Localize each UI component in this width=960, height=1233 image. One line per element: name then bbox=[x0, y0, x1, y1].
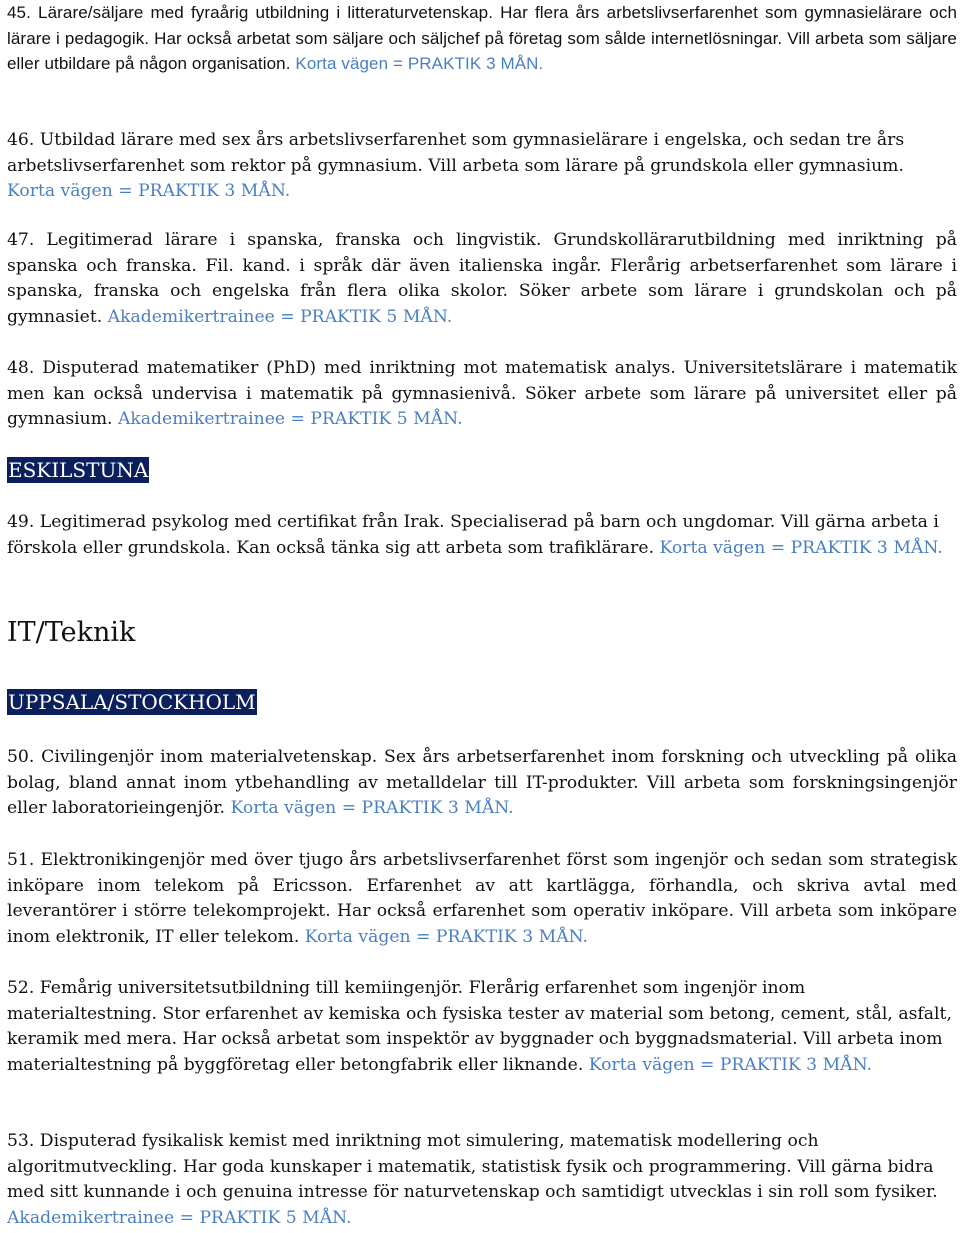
listing-description: 49. Legitimerad psykolog med certifikat från Irak. Specialiserad på barn och ungdomar. Vill gärna arbeta i förskola eller grundskola. Kan också tänka sig att arbeta som trafiklärare. bbox=[7, 512, 939, 558]
program-link[interactable]: Korta vägen = PRAKTIK 3 MÅN. bbox=[659, 537, 943, 558]
listing-text bbox=[7, 1129, 957, 1231]
listing-description: 45. Lärare/säljare med fyraårig utbildning i litteraturvetenskap. Har flera års arbetslivserfarenhet som gymnasielärare och lärare i pedagogik. Har också arbetat som säljare och säljchef på företag som sålde internetlösningar. Vill arbeta som säljare eller utbildare på någon organisation. bbox=[7, 3, 957, 74]
listing-48 bbox=[7, 356, 957, 433]
region-heading-eskilstuna bbox=[7, 457, 957, 483]
region-heading-uppsala-stockholm bbox=[7, 689, 957, 715]
listing-50 bbox=[7, 745, 957, 822]
program-link[interactable]: Korta vägen = PRAKTIK 3 MÅN. bbox=[588, 1054, 872, 1075]
listing-51 bbox=[7, 848, 957, 950]
listing-text bbox=[7, 356, 957, 433]
category-title: IT/Teknik bbox=[7, 617, 136, 648]
listing-53 bbox=[7, 1129, 957, 1231]
listing-46 bbox=[7, 128, 957, 205]
listing-description: 51. Elektronikingenjör med över tjugo års arbetslivserfarenhet först som ingenjör och sedan som strategisk inköpare inom telekom på Ericsson. Erfarenhet av att kartlägga, förhandla, och skriva avtal med leverantörer i större telekomprojekt. Har också erfarenhet som operativ inköpare. Vill arbeta som inköpare inom elektronik, IT eller telekom. bbox=[7, 850, 957, 947]
program-link[interactable]: Korta vägen = PRAKTIK 3 MÅN. bbox=[7, 181, 291, 202]
listing-description: 53. Disputerad fysikalisk kemist med inriktning mot simulering, matematisk modellering och algoritmutveckling. Har goda kunskaper i matematik, statistisk fysik och programmering. Vill gärna bidra med sitt kunnande i och genuina intresse för naturvetenskap och samtidigt utvecklas i sin roll som fysiker. bbox=[7, 1131, 938, 1203]
category-heading bbox=[7, 616, 957, 650]
region-label: UPPSALA/STOCKHOLM bbox=[8, 690, 256, 714]
region-label: ESKILSTUNA bbox=[8, 458, 149, 482]
listing-description: 47. Legitimerad lärare i spanska, franska och lingvistik. Grundskollärarutbildning med inriktning på spanska och franska. Fil. kand. i språk där även italienska ingår. Flerårig arbetserfarenhet som lärare i spanska, franska och engelska från flera olika skolor. Söker arbete som lärare i grundskolan och på gymnasiet. bbox=[7, 230, 957, 327]
listing-45 bbox=[7, 0, 957, 77]
listing-text bbox=[7, 976, 957, 1078]
program-link[interactable]: Akademikertrainee = PRAKTIK 5 MÅN. bbox=[7, 1207, 352, 1228]
listing-52 bbox=[7, 976, 957, 1078]
program-link[interactable]: Akademikertrainee = PRAKTIK 5 MÅN. bbox=[107, 306, 453, 327]
listing-text bbox=[7, 228, 957, 330]
listing-49 bbox=[7, 510, 957, 561]
program-link[interactable]: Korta vägen = PRAKTIK 3 MÅN. bbox=[304, 926, 589, 947]
listing-description: 52. Femårig universitetsutbildning till kemiingenjör. Flerårig erfarenhet som ingenjör inom materialtestning. Stor erfarenhet av kemiska och fysiska tester av material som betong, cement, stål, asfalt, keramik med mera. Har också arbetat som inspektör av byggnader och byggnadsmaterial. Vill arbeta inom materialtestning på byggföretag eller betongfabrik eller liknande. bbox=[7, 978, 952, 1075]
listing-text bbox=[7, 745, 957, 822]
listing-description: 50. Civilingenjör inom materialvetenskap. Sex års arbetserfarenhet inom forskning och utveckling på olika bolag, bland annat inom ytbehandling av metalldelar till IT-produkter. Vill arbeta som forskningsingenjör eller laboratorieingenjör. bbox=[7, 747, 957, 819]
program-link[interactable]: Korta vägen = PRAKTIK 3 MÅN. bbox=[295, 54, 544, 74]
listing-description: 46. Utbildad lärare med sex års arbetslivserfarenhet som gymnasielärare i engelska, och sedan tre års arbetslivserfarenhet som rektor på gymnasium. Vill arbeta som lärare på grundskola eller gymnasium. bbox=[7, 130, 905, 176]
program-link[interactable]: Akademikertrainee = PRAKTIK 5 MÅN. bbox=[117, 409, 463, 430]
listing-description: 48. Disputerad matematiker (PhD) med inriktning mot matematisk analys. Universitetslärare i matematik men kan också undervisa i matematik på gymnasienivå. Söker arbete som lärare på universitet eller på gymnasium. bbox=[7, 358, 957, 430]
listing-text bbox=[7, 128, 957, 205]
program-link[interactable]: Korta vägen = PRAKTIK 3 MÅN. bbox=[230, 798, 514, 819]
listing-text bbox=[7, 0, 957, 77]
listing-text bbox=[7, 848, 957, 950]
listing-47 bbox=[7, 228, 957, 330]
listing-text bbox=[7, 510, 957, 561]
